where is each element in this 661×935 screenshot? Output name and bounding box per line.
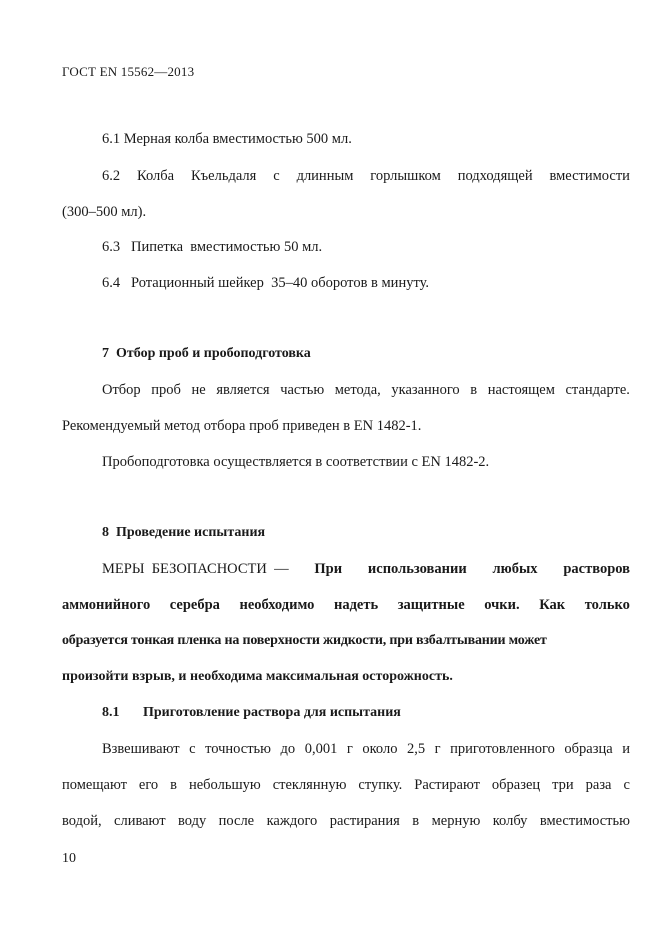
page-number: 10 (62, 851, 76, 866)
word: водой, (62, 813, 102, 829)
word: 0,001 (304, 741, 338, 757)
word: указанного (391, 382, 460, 398)
word: растворов (563, 561, 630, 577)
word: 2,5 (406, 741, 426, 757)
safety-warning-line-2 (62, 596, 630, 614)
word: приготовленного (450, 741, 555, 757)
word: мерную (431, 813, 481, 829)
word: три (552, 777, 574, 793)
word: Растирают (414, 777, 480, 793)
section-7-heading: 7 Отбор проб и пробоподготовка (102, 346, 311, 361)
word: около (362, 741, 398, 757)
subsection-8-1-body-line-2 (62, 776, 630, 794)
word: Къельдаля (191, 168, 257, 184)
word: растирания (329, 813, 400, 829)
word: Отбор (102, 382, 141, 398)
word: При (314, 561, 343, 577)
subsection-title: Приготовление раствора для испытания (143, 705, 401, 720)
subsection-8-1-body-line-3 (62, 812, 630, 830)
word: с (623, 777, 630, 793)
word: и (622, 741, 630, 757)
word: серебра (169, 597, 220, 613)
word: стеклянную (272, 777, 347, 793)
safety-warning-line-3: образуется тонкая пленка на поверхности жидкости, при взбалтывании может (62, 633, 547, 648)
word: защитные (397, 597, 465, 613)
word: с (189, 741, 196, 757)
word: не (191, 382, 206, 398)
word: проб (151, 382, 181, 398)
word: после (218, 813, 255, 829)
word: метода, (334, 382, 381, 398)
word: является (216, 382, 270, 398)
section-7-para-2: Пробоподготовка осуществляется в соответствии с EN 1482-2. (102, 454, 490, 470)
word: очки. (484, 597, 520, 613)
item-6-2-line-1 (102, 167, 630, 185)
section-8-heading: 8 Проведение испытания (102, 525, 266, 540)
word: аммонийного (62, 597, 151, 613)
word: в (412, 813, 420, 829)
word: надеть (333, 597, 379, 613)
document-code-header: ГОСТ EN 15562—2013 (62, 64, 195, 79)
safety-warning-line-4: произойти взрыв, и необходима максимальная осторожность. (62, 669, 453, 684)
word: его (138, 777, 159, 793)
word: частью (280, 382, 325, 398)
word: каждого (266, 813, 318, 829)
word: колбу (492, 813, 528, 829)
safety-warning-lead: МЕРЫ БЕЗОПАСНОСТИ — (102, 561, 289, 577)
subsection-8-1-heading (102, 704, 401, 722)
word: небольшую (188, 777, 261, 793)
word: ступку. (358, 777, 403, 793)
word: только (584, 597, 630, 613)
word: использовании (367, 561, 467, 577)
word: воду (177, 813, 207, 829)
word: Колба (137, 168, 175, 184)
item-6-4: 6.4 Ротационный шейкер 35–40 оборотов в минуту. (102, 275, 430, 291)
word: горлышком (370, 168, 441, 184)
subsection-number: 8.1 (102, 705, 120, 720)
word: Взвешивают (102, 741, 180, 757)
word: сливают (114, 813, 166, 829)
word: раза (585, 777, 612, 793)
word: необходимо (239, 597, 315, 613)
section-7-para-1-line-1 (102, 381, 630, 399)
item-6-1: 6.1 Мерная колба вместимостью 500 мл. (102, 131, 352, 147)
word: длинным (296, 168, 354, 184)
word: образец (491, 777, 541, 793)
word: Как (539, 597, 566, 613)
word: до (280, 741, 296, 757)
word: с (273, 168, 280, 184)
word: в (170, 777, 178, 793)
word: образца (564, 741, 613, 757)
item-6-2-line-2: (300–500 мл). (62, 204, 147, 220)
section-7-para-1-line-2: Рекомендуемый метод отбора проб приведен в EN 1482-1. (62, 418, 422, 434)
word: подходящей (457, 168, 533, 184)
word: помещают (62, 777, 127, 793)
subsection-8-1-body-line-1 (102, 740, 630, 758)
safety-warning-line-1 (102, 560, 630, 578)
item-6-3: 6.3 Пипетка вместимостью 50 мл. (102, 239, 323, 255)
word: точностью (205, 741, 271, 757)
word: настоящем (487, 382, 555, 398)
word: г (346, 741, 353, 757)
word: стандарте. (565, 382, 630, 398)
word: 6.2 (102, 168, 121, 184)
word: в (470, 382, 478, 398)
word: вместимостью (539, 813, 630, 829)
word: любых (492, 561, 538, 577)
word: г (434, 741, 441, 757)
word: вместимости (549, 168, 630, 184)
